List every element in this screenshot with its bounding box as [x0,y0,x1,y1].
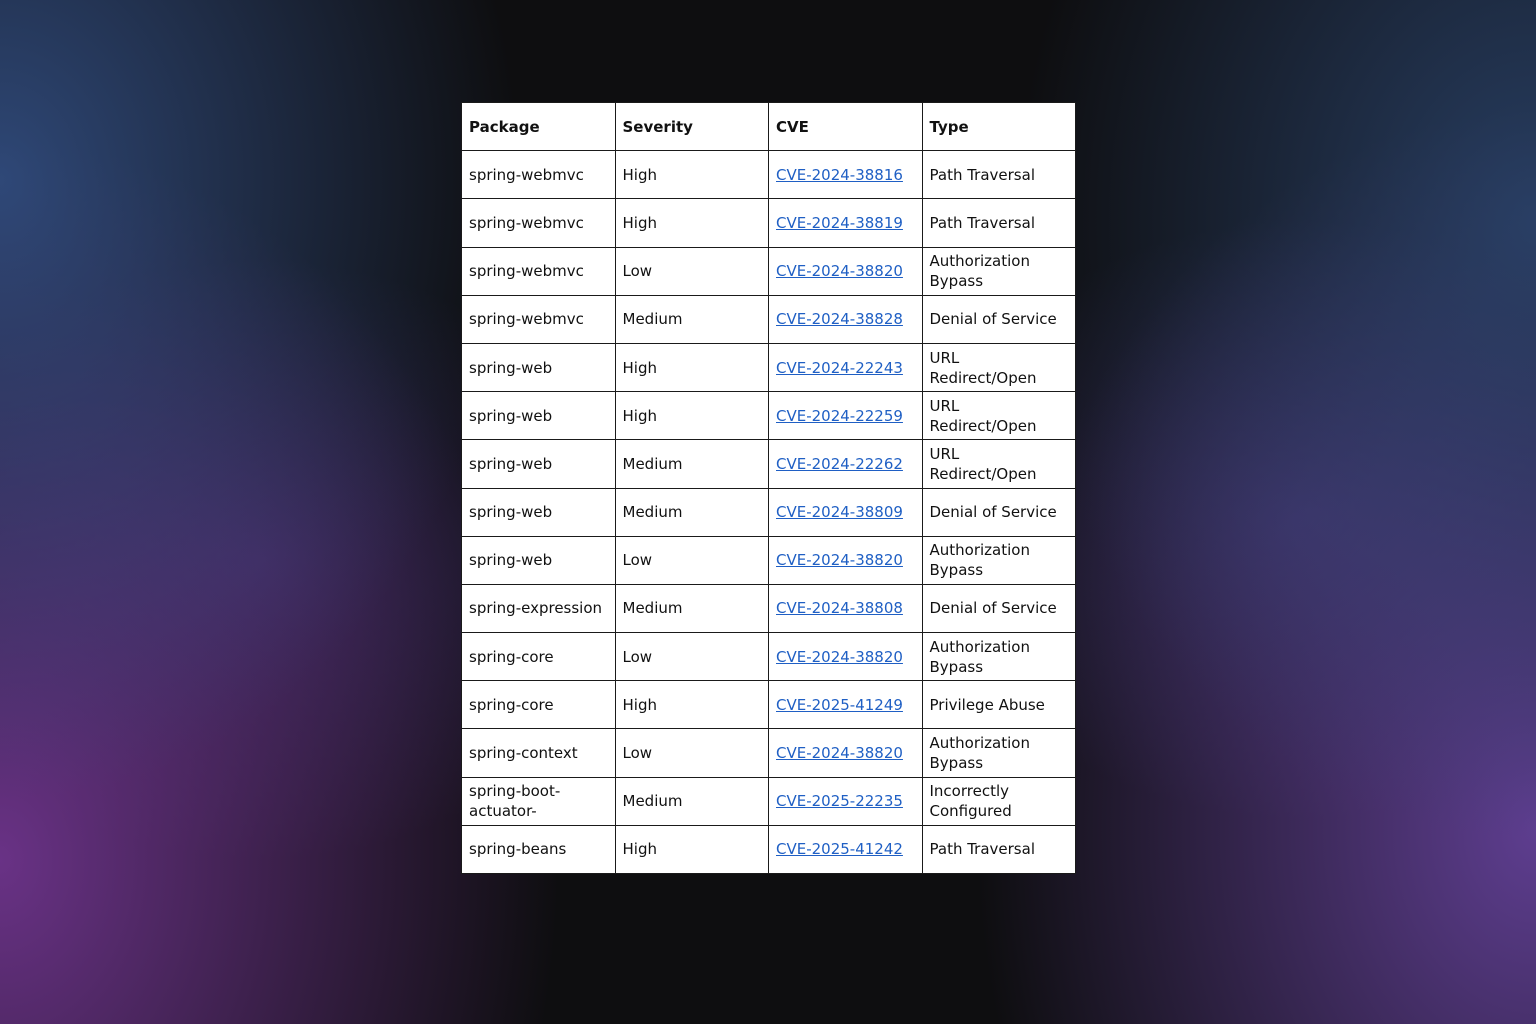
cell-type: Incorrectly Configured [922,777,1076,825]
cve-link[interactable]: CVE-2024-22243 [776,358,903,377]
cell-cve [769,295,923,343]
cell-severity: Low [615,247,769,295]
table-row [462,825,1076,873]
cve-link[interactable]: CVE-2025-41242 [776,840,903,859]
cell-cve [769,199,923,247]
header-type: Type [922,103,1076,151]
table-row [462,199,1076,247]
cell-severity: Low [615,633,769,681]
cell-package: spring-boot-actuator- [462,777,616,825]
cell-cve [769,825,923,873]
cell-severity: Low [615,729,769,777]
cell-cve [769,536,923,584]
cell-type: Path Traversal [922,151,1076,199]
table-row [462,777,1076,825]
cell-type: Privilege Abuse [922,681,1076,729]
cell-severity: Medium [615,440,769,488]
cell-cve [769,729,923,777]
table-row [462,729,1076,777]
cve-link[interactable]: CVE-2024-38820 [776,647,903,666]
cve-link[interactable]: CVE-2024-38808 [776,599,903,618]
cell-severity: High [615,343,769,391]
cell-cve [769,247,923,295]
table-row [462,343,1076,391]
cell-package: spring-web [462,392,616,440]
cell-cve [769,633,923,681]
cell-severity: High [615,199,769,247]
cve-link[interactable]: CVE-2025-22235 [776,792,903,811]
cell-cve [769,584,923,632]
cell-severity: High [615,392,769,440]
cell-type: Authorization Bypass [922,536,1076,584]
cve-link[interactable]: CVE-2024-22259 [776,406,903,425]
cell-type: Denial of Service [922,584,1076,632]
table-header [462,103,1076,151]
table-body [462,151,1076,874]
header-row [462,103,1076,151]
cell-severity: Medium [615,777,769,825]
cell-package: spring-expression [462,584,616,632]
cve-link[interactable]: CVE-2024-38809 [776,503,903,522]
table-row [462,392,1076,440]
cell-cve [769,488,923,536]
cell-package: spring-beans [462,825,616,873]
cve-link[interactable]: CVE-2024-38820 [776,551,903,570]
cve-link[interactable]: CVE-2024-38820 [776,744,903,763]
cell-type: URL Redirect/Open [922,392,1076,440]
cell-severity: Low [615,536,769,584]
cve-link[interactable]: CVE-2025-41249 [776,695,903,714]
cell-package: spring-webmvc [462,247,616,295]
cell-cve [769,392,923,440]
cell-package: spring-web [462,343,616,391]
cell-severity: Medium [615,295,769,343]
cell-cve [769,151,923,199]
cell-severity: High [615,825,769,873]
cell-type: Authorization Bypass [922,247,1076,295]
cell-severity: Medium [615,488,769,536]
cell-package: spring-webmvc [462,295,616,343]
cell-package: spring-web [462,440,616,488]
cell-cve [769,681,923,729]
cve-link[interactable]: CVE-2024-38819 [776,213,903,232]
cell-type: Path Traversal [922,199,1076,247]
cell-cve [769,440,923,488]
table-row [462,633,1076,681]
cell-package: spring-webmvc [462,151,616,199]
table-row [462,488,1076,536]
cell-package: spring-webmvc [462,199,616,247]
cve-link[interactable]: CVE-2024-38828 [776,310,903,329]
cell-severity: High [615,151,769,199]
header-severity: Severity [615,103,769,151]
cve-table [461,102,1076,874]
cve-link[interactable]: CVE-2024-38816 [776,165,903,184]
cell-type: Authorization Bypass [922,729,1076,777]
header-cve: CVE [769,103,923,151]
cell-package: spring-core [462,633,616,681]
header-package: Package [462,103,616,151]
table-row [462,295,1076,343]
table-row [462,440,1076,488]
cell-package: spring-core [462,681,616,729]
table-row [462,247,1076,295]
table-row [462,151,1076,199]
cell-package: spring-web [462,536,616,584]
cell-type: URL Redirect/Open [922,440,1076,488]
cell-type: Authorization Bypass [922,633,1076,681]
cve-link[interactable]: CVE-2024-38820 [776,262,903,281]
cell-type: URL Redirect/Open [922,343,1076,391]
cve-link[interactable]: CVE-2024-22262 [776,454,903,473]
cell-type: Denial of Service [922,295,1076,343]
cell-severity: High [615,681,769,729]
cell-package: spring-web [462,488,616,536]
cell-type: Denial of Service [922,488,1076,536]
cell-package: spring-context [462,729,616,777]
table-row [462,536,1076,584]
cve-table-container [461,102,1075,874]
cell-severity: Medium [615,584,769,632]
cell-cve [769,777,923,825]
table-row [462,584,1076,632]
cell-cve [769,343,923,391]
cell-type: Path Traversal [922,825,1076,873]
table-row [462,681,1076,729]
